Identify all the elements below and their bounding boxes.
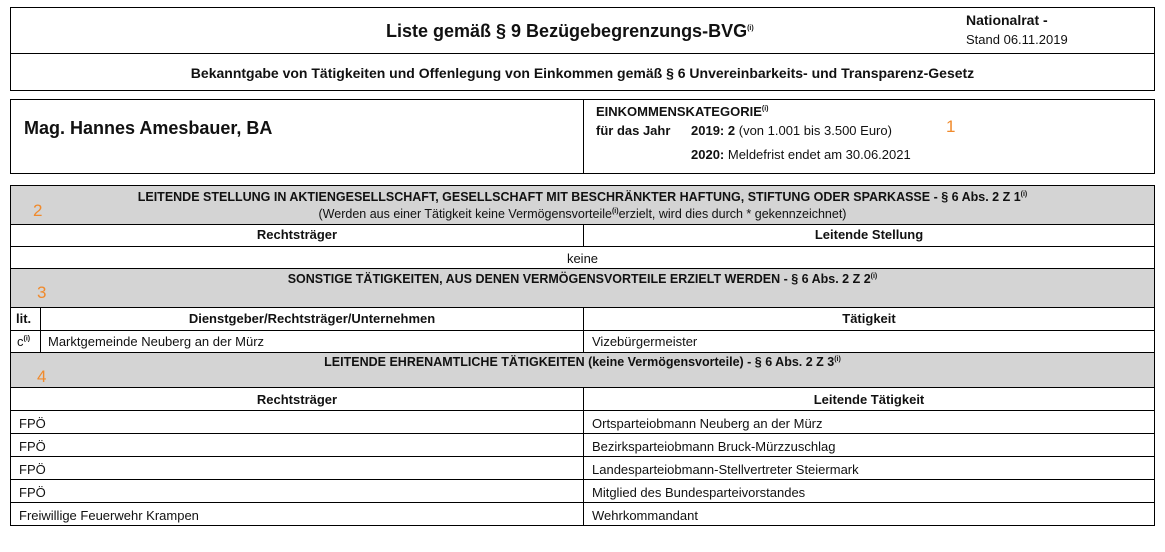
section3-row-org-cell [10,456,584,480]
section2-row-employer: Marktgemeinde Neuberg an der Mürz [48,334,265,349]
section2-lit-label: lit. [16,311,32,326]
org-name: Nationalrat - [966,12,1048,28]
marker-2: 2 [33,201,43,220]
section2-heading: SONSTIGE TÄTIGKEITEN, AUS DENEN VERMÖGENSVORTEILE ERZIELT WERDEN - § 6 Abs. 2 Z 2$^{(i)}$ [287,272,878,286]
year-2020: 2020: Meldefrist endet am 30.06.2021 [691,147,911,162]
info-icon[interactable]: (i) [834,355,841,363]
marker-3: 3 [37,283,47,302]
info-icon[interactable]: (i) [747,25,754,32]
section3-row-org: Freiwillige Feuerwehr Krampen [19,508,199,523]
income-heading: EINKOMMENSKATEGORIE$^{(i)}$ [596,104,769,119]
section2-col1-label: Dienstgeber/Rechtsträger/Unternehmen [188,311,436,326]
section2-row-lit: $c^{(i)}$ [17,334,31,349]
section3-row-org: FPÖ [19,439,46,454]
section3-row-org-cell [10,433,584,457]
marker-1: 1 [946,117,956,136]
info-icon[interactable]: (i) [761,105,769,113]
section3-heading: LEITENDE EHRENAMTLICHE TÄTIGKEITEN (keine Vermögensvorteile) - § 6 Abs. 2 Z 3$^{(i)}$ [324,355,841,369]
year-label: für das Jahr [596,123,671,138]
section3-row-role: Wehrkommandant [592,508,698,523]
section1-col2-label: Leitende Stellung [814,227,924,242]
section1-empty-text: keine [566,251,599,266]
info-icon[interactable]: (i) [23,335,31,343]
info-icon[interactable]: (i) [611,207,619,215]
page-title: Liste gemäß § 9 Bezügebegrenzungs-BVG$^{(i)}$ [386,21,754,41]
person-name: Mag. Hannes Amesbauer, BA [24,118,273,138]
section3-row-org: FPÖ [19,462,46,477]
section3-row-role: Landesparteiobmann-Stellvertreter Steiermark [592,462,859,477]
stand-date: Stand 06.11.2019 [966,32,1068,47]
page-subtitle: Bekanntgabe von Tätigkeiten und Offenlegung von Einkommen gemäß § 6 Unvereinbarkeits- und Transparenz-Gesetz [190,65,975,81]
section3-row-role: Mitglied des Bundesparteivorstandes [592,485,806,500]
section1-note: (Werden aus einer Tätigkeit keine Vermögensvorteile$^{(i)}$erzielt, wird dies durch * gekennzeichnet) [318,207,847,221]
person-divider [583,99,584,174]
section3-col2-label: Leitende Tätigkeit [813,392,925,407]
year-2019: 2019: 2 (von 1.001 bis 3.500 Euro) [691,123,892,138]
info-icon[interactable]: (i) [1020,190,1028,198]
section3-row-org-cell [10,479,584,503]
info-icon[interactable]: (i) [870,272,878,280]
section1-heading: LEITENDE STELLUNG IN AKTIENGESELLSCHAFT, GESELLSCHAFT MIT BESCHRÄNKTER HAFTUNG, STIFTUNG ODER SPARKASSE - § 6 Abs. 2 Z 1$^{(i)}$ [137,190,1028,204]
section3-row-org: FPÖ [19,485,46,500]
section3-row-role: Ortsparteiobmann Neuberg an der Mürz [592,416,823,431]
section2-row-activity: Vizebürgermeister [592,334,698,349]
section3-row-role: Bezirksparteiobmann Bruck-Mürzzuschlag [592,439,836,454]
section3-row-org-cell [10,410,584,434]
section3-col1-label: Rechtsträger [256,392,338,407]
marker-4: 4 [37,367,47,386]
section1-col1-label: Rechtsträger [256,227,338,242]
section3-row-org: FPÖ [19,416,46,431]
section2-col2-label: Tätigkeit [842,311,896,326]
